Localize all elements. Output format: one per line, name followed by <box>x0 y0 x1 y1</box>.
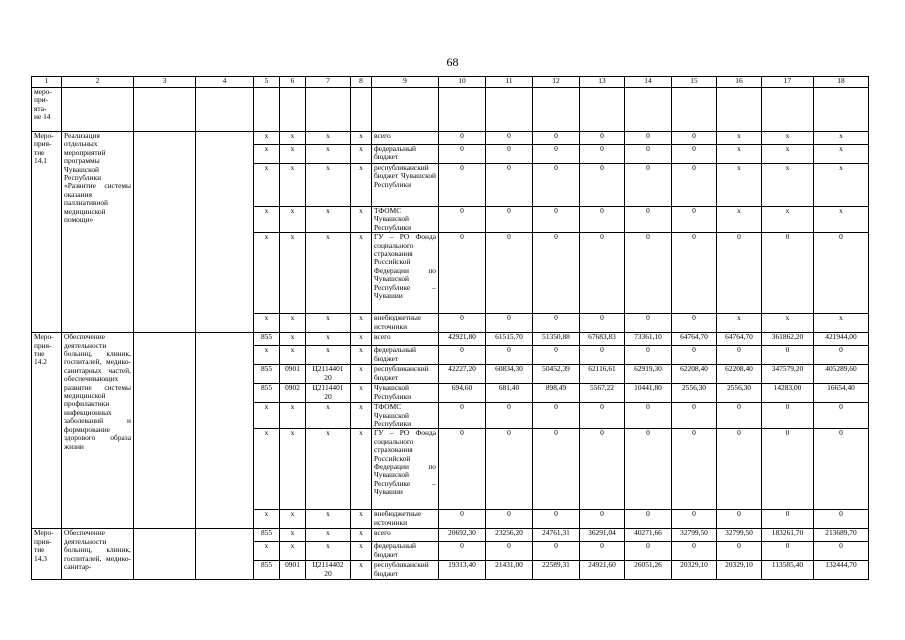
grbs-code: х <box>254 164 280 207</box>
funding-source: ГУ – РО Фонда социального страхования Российской Федерации по Чувашской Республике – Чувашии <box>372 233 439 314</box>
amount-cell: 0 <box>762 429 814 510</box>
amount-cell: 0 <box>486 542 533 561</box>
amount-cell: 0 <box>439 403 486 429</box>
table-cell <box>625 88 672 132</box>
amount-cell: 0 <box>533 233 580 314</box>
amount-cell: 0 <box>625 164 672 207</box>
amount-cell: х <box>762 132 814 145</box>
amount-cell: 0 <box>625 429 672 510</box>
expense-type: х <box>351 233 372 314</box>
target-code: х <box>306 529 351 542</box>
funding-source: федеральный бюджет <box>372 346 439 365</box>
amount-cell: 0 <box>580 346 625 365</box>
amount-cell: 0 <box>580 403 625 429</box>
column-header: 18 <box>814 77 869 88</box>
grbs-code: 855 <box>254 561 280 580</box>
amount-cell: 0 <box>533 542 580 561</box>
target-code: х <box>306 346 351 365</box>
amount-cell: 113585,40 <box>762 561 814 580</box>
expense-type: х <box>351 207 372 233</box>
amount-cell: 42921,80 <box>439 333 486 346</box>
amount-cell: х <box>762 314 814 333</box>
target-code: Ц2114402 20 <box>306 561 351 580</box>
amount-cell: 32799,50 <box>717 529 762 542</box>
section-code: х <box>280 132 306 145</box>
amount-cell: 21431,00 <box>486 561 533 580</box>
amount-cell: 20329,10 <box>717 561 762 580</box>
amount-cell: 0 <box>486 164 533 207</box>
amount-cell: 51350,88 <box>533 333 580 346</box>
amount-cell: 0 <box>533 207 580 233</box>
amount-cell: 14283,00 <box>762 384 814 403</box>
target-code: х <box>306 333 351 346</box>
amount-cell: 0 <box>625 403 672 429</box>
amount-cell: х <box>717 145 762 164</box>
column-header: 6 <box>280 77 306 88</box>
section-code: х <box>280 429 306 510</box>
amount-cell: 60834,30 <box>486 365 533 384</box>
amount-cell: 50452,39 <box>533 365 580 384</box>
amount-cell: х <box>717 132 762 145</box>
amount-cell: х <box>717 164 762 207</box>
amount-cell: 0 <box>580 207 625 233</box>
amount-cell: 5567,22 <box>580 384 625 403</box>
amount-cell: 0 <box>439 346 486 365</box>
amount-cell: 22589,31 <box>533 561 580 580</box>
amount-cell: 19313,40 <box>439 561 486 580</box>
amount-cell: 0 <box>814 542 869 561</box>
expense-type: х <box>351 542 372 561</box>
amount-cell: 0 <box>486 132 533 145</box>
event-label: Меро- прия- тие 14.1 <box>32 132 62 333</box>
expense-type: х <box>351 346 372 365</box>
amount-cell: 0 <box>625 233 672 314</box>
amount-cell: 0 <box>625 346 672 365</box>
column-header: 5 <box>254 77 280 88</box>
table-row <box>32 529 869 542</box>
table-cell <box>486 88 533 132</box>
section-code: х <box>280 314 306 333</box>
amount-cell: 42227,20 <box>439 365 486 384</box>
amount-cell: 0 <box>439 510 486 529</box>
amount-cell: 62208,40 <box>717 365 762 384</box>
funding-source: республиканский бюджет Чувашской Республики <box>372 164 439 207</box>
amount-cell: 0 <box>486 233 533 314</box>
amount-cell: 0 <box>762 233 814 314</box>
amount-cell: 0 <box>439 132 486 145</box>
column-header: 9 <box>372 77 439 88</box>
amount-cell: 0 <box>580 164 625 207</box>
amount-cell: х <box>814 314 869 333</box>
amount-cell: 0 <box>717 510 762 529</box>
grbs-code: х <box>254 542 280 561</box>
amount-cell: х <box>762 145 814 164</box>
table-row <box>32 333 869 346</box>
event-description: Обеспечение деятельности больниц, клиник, госпиталей, медико-санитарных частей, обеспечивающих развитие системы медицинской профилактики инфекционных заболеваний и формирование здорового образа жизни <box>62 333 134 529</box>
table-cell <box>351 88 372 132</box>
amount-cell: 0 <box>533 145 580 164</box>
amount-cell: х <box>814 145 869 164</box>
table-cell <box>134 88 196 132</box>
amount-cell: 26051,26 <box>625 561 672 580</box>
event-label: Меро- прия- тие 14.3 <box>32 529 62 580</box>
expense-type: х <box>351 132 372 145</box>
amount-cell: 0 <box>717 346 762 365</box>
target-code: х <box>306 145 351 164</box>
target-code: х <box>306 207 351 233</box>
table-cell <box>580 88 625 132</box>
amount-cell: 32799,50 <box>672 529 717 542</box>
funding-source: ГУ – РО Фонда социального страхования Российской Федерации по Чувашской Республике – Чувашии <box>372 429 439 510</box>
grbs-code: 855 <box>254 384 280 403</box>
amount-cell: 0 <box>625 207 672 233</box>
column-header: 8 <box>351 77 372 88</box>
amount-cell: 2556,30 <box>717 384 762 403</box>
amount-cell: 898,49 <box>533 384 580 403</box>
table-cell <box>62 88 134 132</box>
amount-cell: 0 <box>439 542 486 561</box>
amount-cell: 0 <box>486 403 533 429</box>
amount-cell: 61515,70 <box>486 333 533 346</box>
grbs-code: 855 <box>254 333 280 346</box>
table-cell <box>134 529 196 580</box>
amount-cell: 0 <box>580 233 625 314</box>
amount-cell: 16654,40 <box>814 384 869 403</box>
amount-cell: 23256,20 <box>486 529 533 542</box>
grbs-code: х <box>254 233 280 314</box>
amount-cell: 24921,60 <box>580 561 625 580</box>
funding-source: федеральный бюджет <box>372 542 439 561</box>
table-cell <box>280 88 306 132</box>
funding-source: всего <box>372 333 439 346</box>
table-cell <box>672 88 717 132</box>
amount-cell: 0 <box>580 145 625 164</box>
table-cell <box>134 132 196 333</box>
section-code: х <box>280 207 306 233</box>
column-header: 7 <box>306 77 351 88</box>
amount-cell: 694,60 <box>439 384 486 403</box>
grbs-code: х <box>254 145 280 164</box>
table-cell <box>439 88 486 132</box>
column-header: 16 <box>717 77 762 88</box>
amount-cell: х <box>814 164 869 207</box>
amount-cell: 0 <box>533 314 580 333</box>
amount-cell: 10441,80 <box>625 384 672 403</box>
amount-cell: 0 <box>717 429 762 510</box>
amount-cell: 681,40 <box>486 384 533 403</box>
amount-cell: 0 <box>762 346 814 365</box>
amount-cell: 62919,30 <box>625 365 672 384</box>
funding-source: федеральный бюджет <box>372 145 439 164</box>
expense-type: х <box>351 145 372 164</box>
amount-cell: 64764,70 <box>717 333 762 346</box>
amount-cell: 0 <box>439 164 486 207</box>
column-header: 10 <box>439 77 486 88</box>
amount-cell: 0 <box>486 314 533 333</box>
amount-cell: 0 <box>672 429 717 510</box>
target-code: х <box>306 542 351 561</box>
amount-cell: 0 <box>439 429 486 510</box>
amount-cell: х <box>717 207 762 233</box>
event-description: Обеспечение деятельности больниц, клиник, госпиталей, медико-санитар- <box>62 529 134 580</box>
column-header: 15 <box>672 77 717 88</box>
amount-cell: 0 <box>625 510 672 529</box>
amount-cell: 0 <box>762 542 814 561</box>
target-code: х <box>306 429 351 510</box>
amount-cell: 0 <box>533 164 580 207</box>
amount-cell: 0 <box>672 132 717 145</box>
amount-cell: 0 <box>672 510 717 529</box>
amount-cell: 0 <box>814 233 869 314</box>
amount-cell: 2556,30 <box>672 384 717 403</box>
amount-cell: х <box>814 207 869 233</box>
funding-source: ТФОМС Чувашской Республики <box>372 207 439 233</box>
column-header: 11 <box>486 77 533 88</box>
funding-source: внебюджетные источники <box>372 314 439 333</box>
amount-cell: 73361,10 <box>625 333 672 346</box>
amount-cell: 0 <box>580 314 625 333</box>
event-description: Реализация отдельных мероприятий программы Чувашской Республики «Развитие системы оказания паллиативной медицинской помощи» <box>62 132 134 333</box>
amount-cell: 0 <box>439 314 486 333</box>
grbs-code: 855 <box>254 365 280 384</box>
expense-type: х <box>351 365 372 384</box>
section-code: 0901 <box>280 365 306 384</box>
expense-type: х <box>351 429 372 510</box>
column-header: 17 <box>762 77 814 88</box>
column-header: 3 <box>134 77 196 88</box>
amount-cell: 213689,70 <box>814 529 869 542</box>
table-cell <box>762 88 814 132</box>
funding-source: ТФОМС Чувашской Республики <box>372 403 439 429</box>
amount-cell: 0 <box>439 207 486 233</box>
budget-table <box>31 76 869 580</box>
amount-cell: 0 <box>625 542 672 561</box>
amount-cell: 0 <box>672 233 717 314</box>
amount-cell: 0 <box>814 429 869 510</box>
page-number: 68 <box>446 55 459 69</box>
amount-cell: 67683,83 <box>580 333 625 346</box>
expense-type: х <box>351 314 372 333</box>
table-cell <box>306 88 351 132</box>
section-code: х <box>280 333 306 346</box>
target-code: Ц2114401 20 <box>306 365 351 384</box>
table-cell <box>196 88 254 132</box>
amount-cell: 0 <box>486 207 533 233</box>
amount-cell: 0 <box>439 145 486 164</box>
amount-cell: 20692,30 <box>439 529 486 542</box>
section-code: х <box>280 145 306 164</box>
target-code: х <box>306 233 351 314</box>
amount-cell: 0 <box>762 510 814 529</box>
amount-cell: 0 <box>814 403 869 429</box>
funding-source: всего <box>372 132 439 145</box>
amount-cell: 0 <box>533 132 580 145</box>
amount-cell: 0 <box>625 132 672 145</box>
funding-source: внебюджетные источники <box>372 510 439 529</box>
table-cell <box>134 333 196 529</box>
table-cell <box>196 333 254 529</box>
column-header: 4 <box>196 77 254 88</box>
section-code: х <box>280 233 306 314</box>
amount-cell: 0 <box>533 346 580 365</box>
amount-cell: х <box>762 207 814 233</box>
section-code: 0901 <box>280 561 306 580</box>
amount-cell: 0 <box>625 145 672 164</box>
amount-cell: 64764,70 <box>672 333 717 346</box>
table-cell <box>254 88 280 132</box>
target-code: Ц2114401 20 <box>306 384 351 403</box>
expense-type: х <box>351 561 372 580</box>
table-row <box>32 132 869 145</box>
amount-cell: 0 <box>762 403 814 429</box>
amount-cell: 0 <box>625 314 672 333</box>
event-label: Меро- прия- тие 14.2 <box>32 333 62 529</box>
grbs-code: х <box>254 403 280 429</box>
table-cell <box>372 88 439 132</box>
grbs-code: х <box>254 207 280 233</box>
column-header: 13 <box>580 77 625 88</box>
amount-cell: 62208,40 <box>672 365 717 384</box>
amount-cell: 361862,20 <box>762 333 814 346</box>
table-row <box>32 88 869 132</box>
expense-type: х <box>351 333 372 346</box>
amount-cell: 347579,20 <box>762 365 814 384</box>
table-cell <box>814 88 869 132</box>
amount-cell: 0 <box>717 403 762 429</box>
table-cell <box>196 132 254 333</box>
funding-source: всего <box>372 529 439 542</box>
table-cell <box>196 529 254 580</box>
amount-cell: 0 <box>486 346 533 365</box>
grbs-code: х <box>254 314 280 333</box>
amount-cell: 405289,60 <box>814 365 869 384</box>
header-row <box>32 77 869 88</box>
expense-type: х <box>351 403 372 429</box>
target-code: х <box>306 403 351 429</box>
amount-cell: 0 <box>672 346 717 365</box>
funding-source: республиканский бюджет <box>372 561 439 580</box>
amount-cell: х <box>717 314 762 333</box>
amount-cell: 183261,70 <box>762 529 814 542</box>
amount-cell: 0 <box>486 510 533 529</box>
target-code: х <box>306 164 351 207</box>
grbs-code: 855 <box>254 529 280 542</box>
amount-cell: 0 <box>672 207 717 233</box>
section-code: х <box>280 510 306 529</box>
amount-cell: х <box>762 164 814 207</box>
amount-cell: 0 <box>717 542 762 561</box>
amount-cell: 40271,66 <box>625 529 672 542</box>
amount-cell: 0 <box>580 132 625 145</box>
section-code: х <box>280 542 306 561</box>
amount-cell: 0 <box>439 233 486 314</box>
amount-cell: 0 <box>672 403 717 429</box>
funding-source: Чувашской Республики <box>372 384 439 403</box>
funding-source: республиканский бюджет <box>372 365 439 384</box>
amount-cell: 0 <box>672 314 717 333</box>
section-code: х <box>280 403 306 429</box>
amount-cell: 132444,70 <box>814 561 869 580</box>
amount-cell: 24761,31 <box>533 529 580 542</box>
section-code: х <box>280 164 306 207</box>
target-code: х <box>306 132 351 145</box>
amount-cell: 0 <box>533 429 580 510</box>
grbs-code: х <box>254 510 280 529</box>
amount-cell: 0 <box>533 510 580 529</box>
amount-cell: х <box>814 132 869 145</box>
amount-cell: 0 <box>533 403 580 429</box>
column-header: 14 <box>625 77 672 88</box>
event-label: меро- при- ята- ие 14 <box>32 88 62 132</box>
grbs-code: х <box>254 429 280 510</box>
amount-cell: 0 <box>486 145 533 164</box>
expense-type: х <box>351 529 372 542</box>
amount-cell: 36291,04 <box>580 529 625 542</box>
section-code: х <box>280 346 306 365</box>
amount-cell: 0 <box>580 429 625 510</box>
amount-cell: 20329,10 <box>672 561 717 580</box>
amount-cell: 0 <box>814 510 869 529</box>
amount-cell: 0 <box>814 346 869 365</box>
amount-cell: 0 <box>486 429 533 510</box>
target-code: х <box>306 314 351 333</box>
expense-type: х <box>351 384 372 403</box>
grbs-code: х <box>254 346 280 365</box>
column-header: 2 <box>62 77 134 88</box>
amount-cell: 421944,00 <box>814 333 869 346</box>
target-code: х <box>306 510 351 529</box>
expense-type: х <box>351 164 372 207</box>
section-code: 0902 <box>280 384 306 403</box>
table-cell <box>717 88 762 132</box>
amount-cell: 0 <box>717 233 762 314</box>
amount-cell: 0 <box>672 164 717 207</box>
amount-cell: 0 <box>580 542 625 561</box>
section-code: х <box>280 529 306 542</box>
amount-cell: 0 <box>672 542 717 561</box>
column-header: 1 <box>32 77 62 88</box>
amount-cell: 0 <box>672 145 717 164</box>
amount-cell: 0 <box>580 510 625 529</box>
amount-cell: 62116,61 <box>580 365 625 384</box>
column-header: 12 <box>533 77 580 88</box>
table-cell <box>533 88 580 132</box>
expense-type: х <box>351 510 372 529</box>
grbs-code: х <box>254 132 280 145</box>
